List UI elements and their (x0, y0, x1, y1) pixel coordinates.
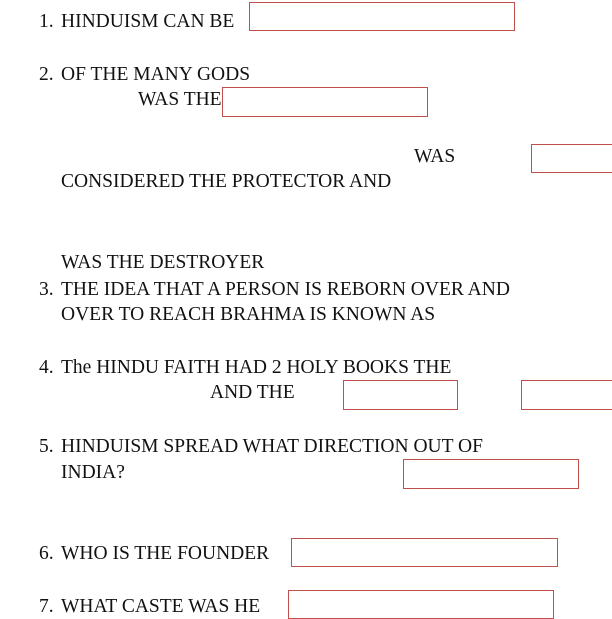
question-4-number: 4. (39, 357, 54, 378)
question-4-text-line-2: AND THE (210, 382, 295, 403)
answer-box-1[interactable] (249, 2, 515, 31)
answer-box-2b[interactable] (531, 144, 612, 173)
question-6-text: WHO IS THE FOUNDER (61, 543, 270, 564)
question-7-text: WHAT CASTE WAS HE (61, 596, 261, 617)
answer-box-5[interactable] (403, 459, 579, 489)
question-5-text-line-2: INDIA? (61, 462, 125, 483)
question-2-text-line-4: CONSIDERED THE PROTECTOR AND (61, 171, 392, 192)
question-5-number: 5. (39, 436, 54, 457)
question-2-text-line-5: WAS THE DESTROYER (61, 252, 265, 273)
question-2-number: 2. (39, 64, 54, 85)
question-2-text-line-2: WAS THE (138, 89, 222, 110)
question-1-text: HINDUISM CAN BE (61, 11, 235, 32)
question-5-text-line-1: HINDUISM SPREAD WHAT DIRECTION OUT OF (61, 436, 483, 457)
answer-box-7[interactable] (288, 590, 554, 619)
question-4-text-line-1: The HINDU FAITH HAD 2 HOLY BOOKS THE (61, 357, 452, 378)
answer-box-4a[interactable] (343, 380, 458, 410)
question-1-number: 1. (39, 11, 54, 32)
question-6-number: 6. (39, 543, 54, 564)
question-2-text-line-1: OF THE MANY GODS (61, 64, 251, 85)
question-3-text-line-1: THE IDEA THAT A PERSON IS REBORN OVER AND (61, 279, 510, 300)
question-7-number: 7. (39, 596, 54, 617)
answer-box-4b[interactable] (521, 380, 612, 410)
question-2-text-line-3: WAS (414, 146, 456, 167)
question-3-number: 3. (39, 279, 54, 300)
question-3-text-line-2: OVER TO REACH BRAHMA IS KNOWN AS (61, 304, 436, 325)
answer-box-2a[interactable] (222, 87, 428, 117)
answer-box-6[interactable] (291, 538, 558, 567)
